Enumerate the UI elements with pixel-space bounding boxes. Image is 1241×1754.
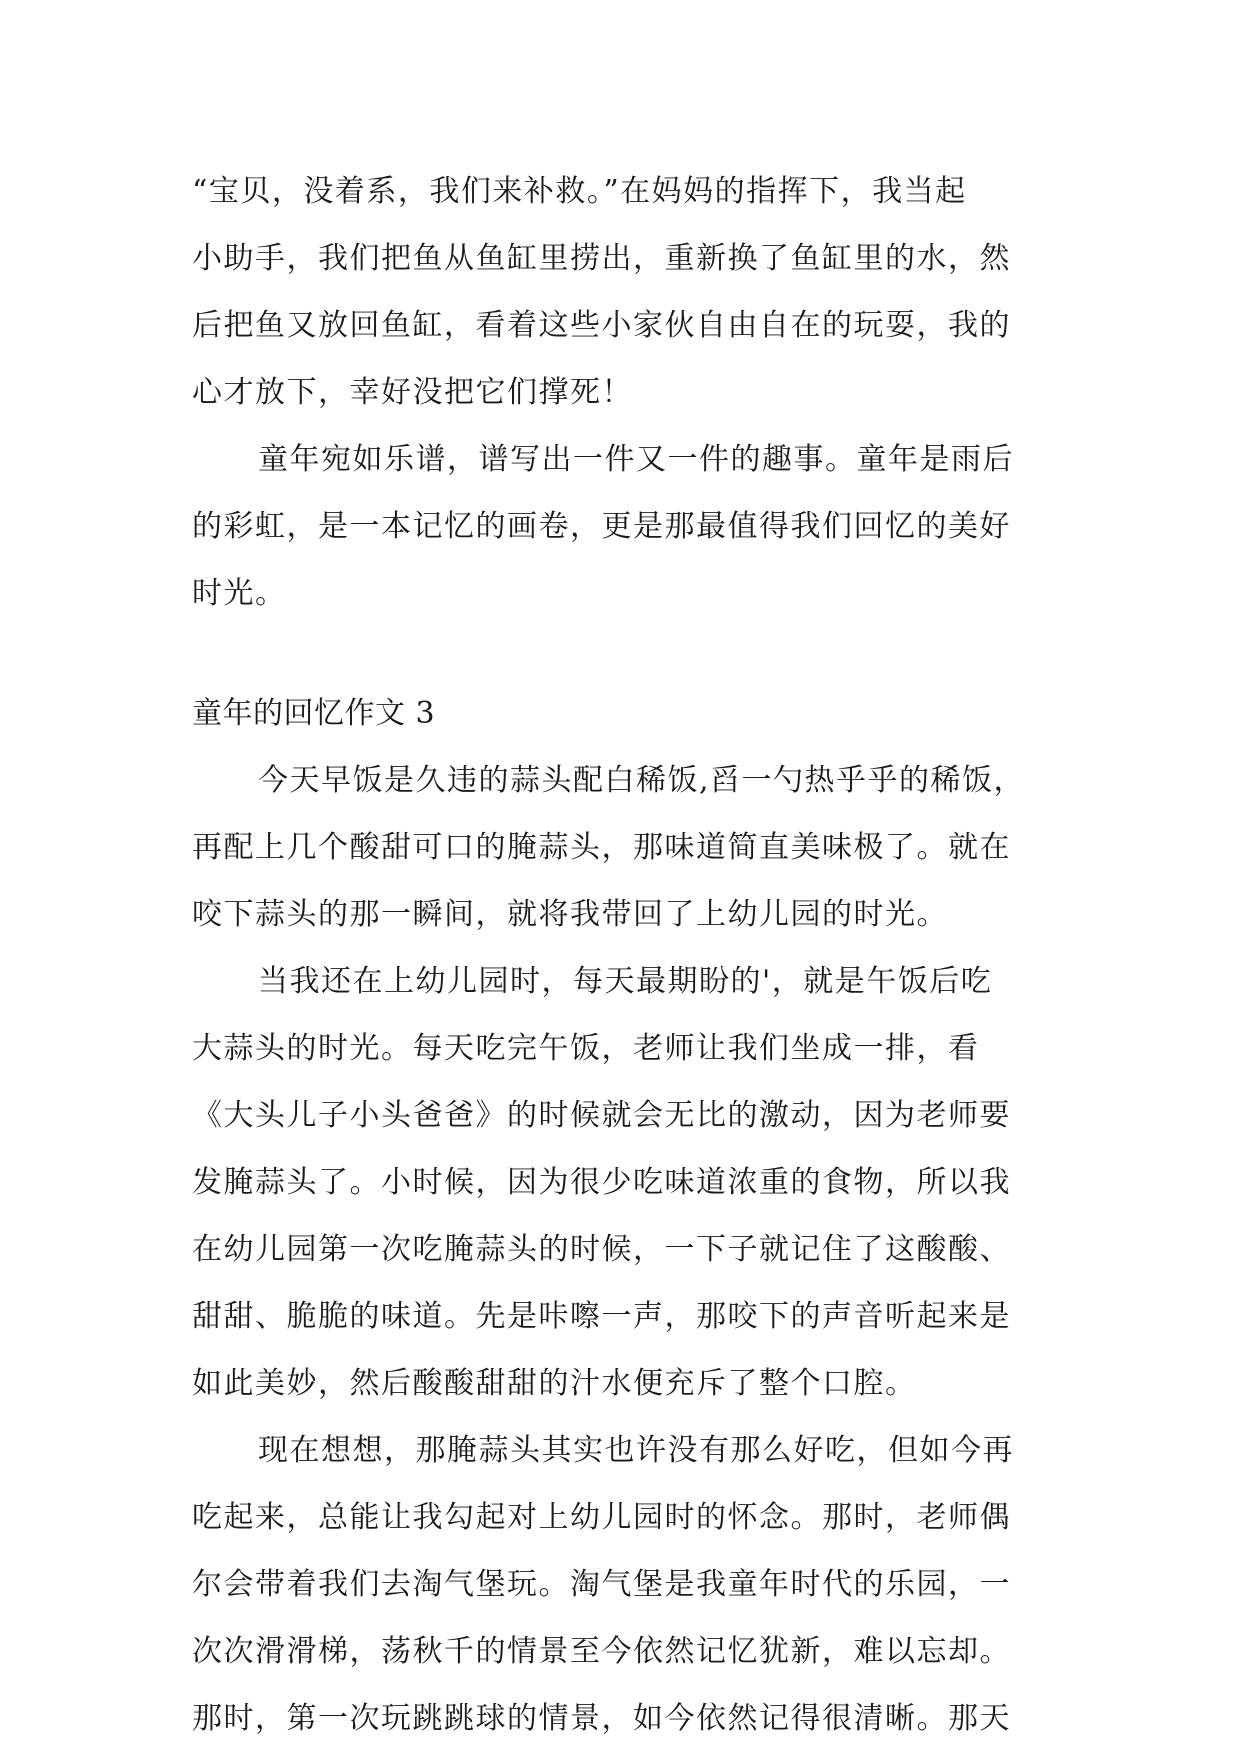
- text-line: 咬下蒜头的那一瞬间，就将我带回了上幼儿园的时光。: [192, 897, 948, 932]
- text-line: 吃起来，总能让我勾起对上幼儿园时的怀念。那时，老师偶: [192, 1500, 1011, 1535]
- text-line: 甜甜、脆脆的味道。先是咔嚓一声，那咬下的声音听起来是: [192, 1299, 1011, 1334]
- text-line: “宝贝，没着系，我们来补救。”在妈妈的指挥下，我当起: [192, 174, 967, 209]
- text-line: 时光。: [192, 576, 287, 611]
- text-line: 再配上几个酸甜可口的腌蒜头，那味道简直美味极了。就在: [192, 830, 1011, 865]
- text-line: 心才放下，幸好没把它们撑死！: [192, 375, 633, 410]
- paragraph: [192, 948, 1072, 1417]
- text-line: 后把鱼又放回鱼缸，看着这些小家伙自由自在的玩耍，我的: [192, 308, 1011, 343]
- section-title: 童年的回忆作文 3: [192, 696, 436, 731]
- text-line: 那时，第一次玩跳跳球的情景，如今依然记得很清晰。那天: [192, 1701, 1011, 1736]
- text-line: 现在想想，那腌蒜头其实也许没有那么好吃，但如今再: [258, 1433, 1014, 1468]
- text-line: 发腌蒜头了。小时候，因为很少吃味道浓重的食物，所以我: [192, 1165, 1011, 1200]
- text-line: 《大头儿子小头爸爸》的时候就会无比的激动，因为老师要: [192, 1098, 1011, 1133]
- text-line: 当我还在上幼儿园时，每天最期盼的'，就是午饭后吃: [258, 964, 993, 999]
- paragraph: [192, 747, 1072, 948]
- text-line: 大蒜头的时光。每天吃完午饭，老师让我们坐成一排，看: [192, 1031, 980, 1066]
- text-line: 尔会带着我们去淘气堡玩。淘气堡是我童年时代的乐园，一: [192, 1567, 1011, 1602]
- text-line: 如此美妙，然后酸酸甜甜的汁水便充斥了整个口腔。: [192, 1366, 917, 1401]
- text-line: 今天早饭是久违的蒜头配白稀饭,舀一勺热乎乎的稀饭，: [258, 763, 1026, 798]
- text-line: 小助手，我们把鱼从鱼缸里捞出，重新换了鱼缸里的水，然: [192, 241, 1011, 276]
- text-line: 在幼儿园第一次吃腌蒜头的时候，一下子就记住了这酸酸、: [192, 1232, 1011, 1267]
- text-line: 的彩虹，是一本记忆的画卷，更是那最值得我们回忆的美好: [192, 509, 1011, 544]
- paragraph: [192, 426, 1072, 627]
- section-spacer: [192, 627, 1072, 680]
- paragraph: [192, 158, 1072, 426]
- text-line: 次次滑滑梯，荡秋千的情景至今依然记忆犹新，难以忘却。: [192, 1634, 1011, 1669]
- paragraph: [192, 1417, 1072, 1752]
- text-line: 童年宛如乐谱，谱写出一件又一件的趣事。童年是雨后: [258, 442, 1014, 477]
- essay-body: [192, 158, 1072, 1752]
